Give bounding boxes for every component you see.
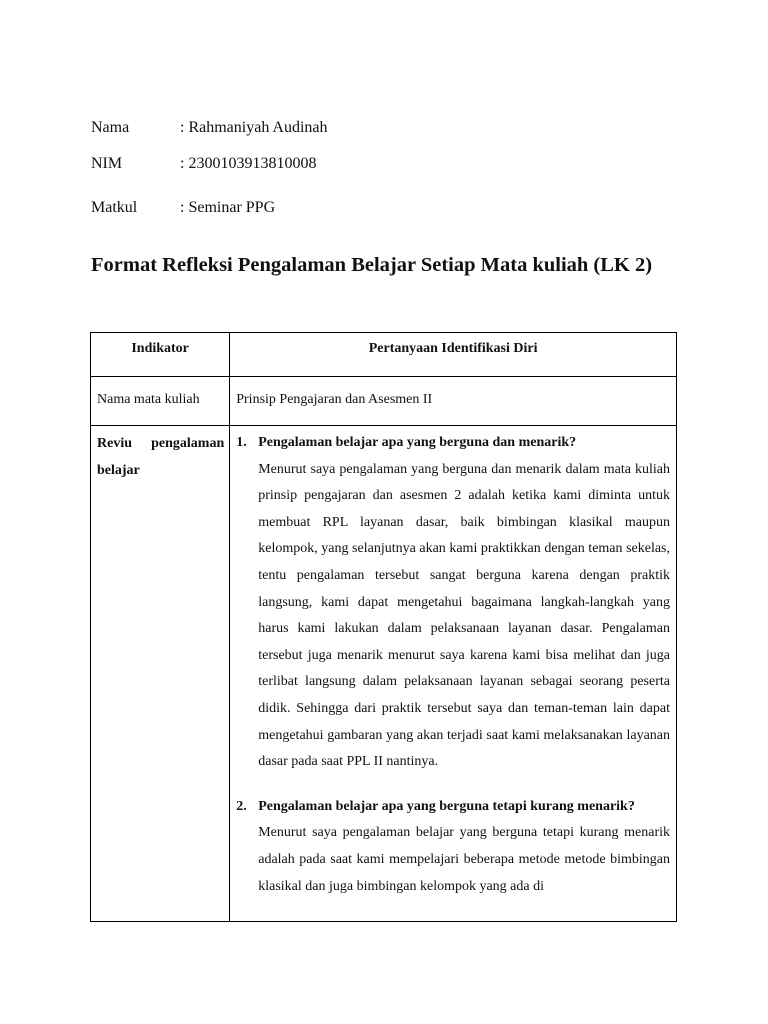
reviu-label-line1: Reviu pengalaman — [97, 436, 225, 451]
nim-value: : 2300103913810008 — [180, 155, 317, 172]
cell-nama-mk-value: Prinsip Pengajaran dan Asesmen II — [230, 377, 677, 426]
nama-value: : Rahmaniyah Audinah — [180, 119, 328, 136]
reflection-table — [90, 332, 677, 922]
table-row — [91, 426, 677, 922]
matkul-value: : Seminar PPG — [180, 199, 276, 216]
nim-label: NIM — [91, 155, 123, 172]
cell-indikator-reviu — [91, 426, 230, 922]
document-title: Format Refleksi Pengalaman Belajar Setiap Mata kuliah (LK 2) — [91, 254, 653, 276]
reviu-label-line2: belajar — [97, 463, 140, 478]
cell-indikator-nama-mk: Nama mata kuliah — [91, 377, 230, 426]
header-pertanyaan: Pertanyaan Identifikasi Diri — [230, 333, 677, 377]
matkul-label: Matkul — [91, 199, 138, 216]
header-indikator: Indikator — [91, 333, 230, 377]
question-number: 1. — [236, 435, 247, 450]
question-answer: Menurut saya pengalaman belajar yang berguna tetapi kurang menarik adalah pada saat kami mempelajari beberapa metode metode bimbingan klasikal dan juga bimbingan kelompok yang ada di — [258, 825, 670, 894]
question-number: 2. — [236, 798, 247, 814]
nama-label: Nama — [91, 119, 130, 136]
question-item — [236, 794, 670, 900]
question-answer: Menurut saya pengalaman yang berguna dan menarik dalam mata kuliah prinsip pengajaran dan asesmen 2 adalah ketika kami diminta untuk membuat RPL layanan dasar, baik bimbingan klasikal maupun kelompok, yang selanjutnya akan kami praktikkan dengan teman sekelas, tentu pengalaman tersebut sangat berguna karena dengan praktik langsung, kami dapat mengetahui bagaimana langkah-langkah yang harus kami lakukan dalam pelaksanaan layanan dasar. Pengalaman tersebut juga menarik menurut saya karena kami bisa melihat dan juga terlibat langsung dalam pelaksanaan layanan sebagai seorang peserta didik. Sehingga dari praktik tersebut saya dan teman-teman lain dapat mengetahui gambaran yang akan terjadi saat kami melaksanakan layanan dasar pada saat PPL II nantinya. — [258, 461, 670, 770]
cell-reviu-questions — [230, 426, 677, 922]
table-header-row — [91, 333, 677, 377]
question-title: Pengalaman belajar apa yang berguna dan menarik? — [258, 435, 577, 450]
table-row — [91, 377, 677, 426]
question-title: Pengalaman belajar apa yang berguna tetapi kurang menarik? — [258, 798, 635, 814]
question-item — [236, 430, 670, 776]
